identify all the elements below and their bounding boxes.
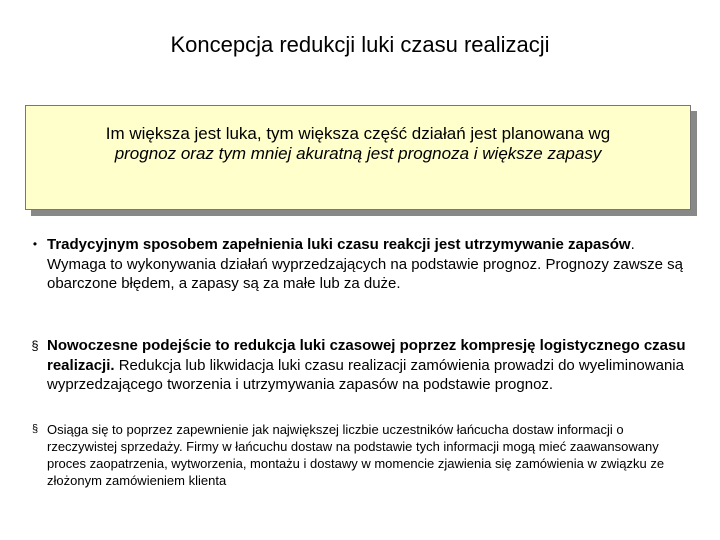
bullet-marker: • <box>32 237 38 251</box>
callout-box <box>25 105 691 210</box>
bullet-bold-text: Tradycyjnym sposobem zapełnienia luki czasu reakcji jest utrzymywanie zapasów <box>47 236 631 253</box>
callout-line-2: prognoz oraz tym mniej akuratną jest prognoza i większe zapasy <box>114 144 602 163</box>
bullet-bold-text: Nowoczesne podejście to redukcja luki czasowej poprzez kompresję logistycznego czasu realizacji. <box>47 337 686 374</box>
bullet-traditional <box>32 235 697 294</box>
bullet-text: . Wymaga to wykonywania działań wyprzedzających na podstawie prognoz. Prognozy zawsze są obarczone błędem, a zapasy są za małe lub za duże. <box>47 236 684 292</box>
bullet-text: Osiąga się to poprzez zapewnienie jak największej liczbie uczestników łańcucha dostaw informacji o rzeczywistej sprzedaży. Firmy w łańcuchu dostaw na podstawie tych informacji mogą mieć zaawansowany proces zaopatrzenia, wytworzenia, montażu i dostawy w momencie zjawienia się zamówienia w związku ze złożonym zamówieniem klienta <box>47 422 665 488</box>
bullet-marker: § <box>31 338 39 353</box>
slide-title: Koncepcja redukcji luki czasu realizacji <box>170 32 550 57</box>
bullet-text: Redukcja lub likwidacja luki czasu realizacji zamówienia prowadzi do wyeliminowania wyprzedzającego tworzenia i utrzymywania zapasów na podstawie prognoz. <box>47 356 684 393</box>
callout-line-1: Im większa jest luka, tym większa część działań jest planowana wg <box>105 124 611 143</box>
bullet-information <box>31 421 697 489</box>
bullet-marker: § <box>31 423 39 435</box>
bullet-modern <box>31 336 697 395</box>
